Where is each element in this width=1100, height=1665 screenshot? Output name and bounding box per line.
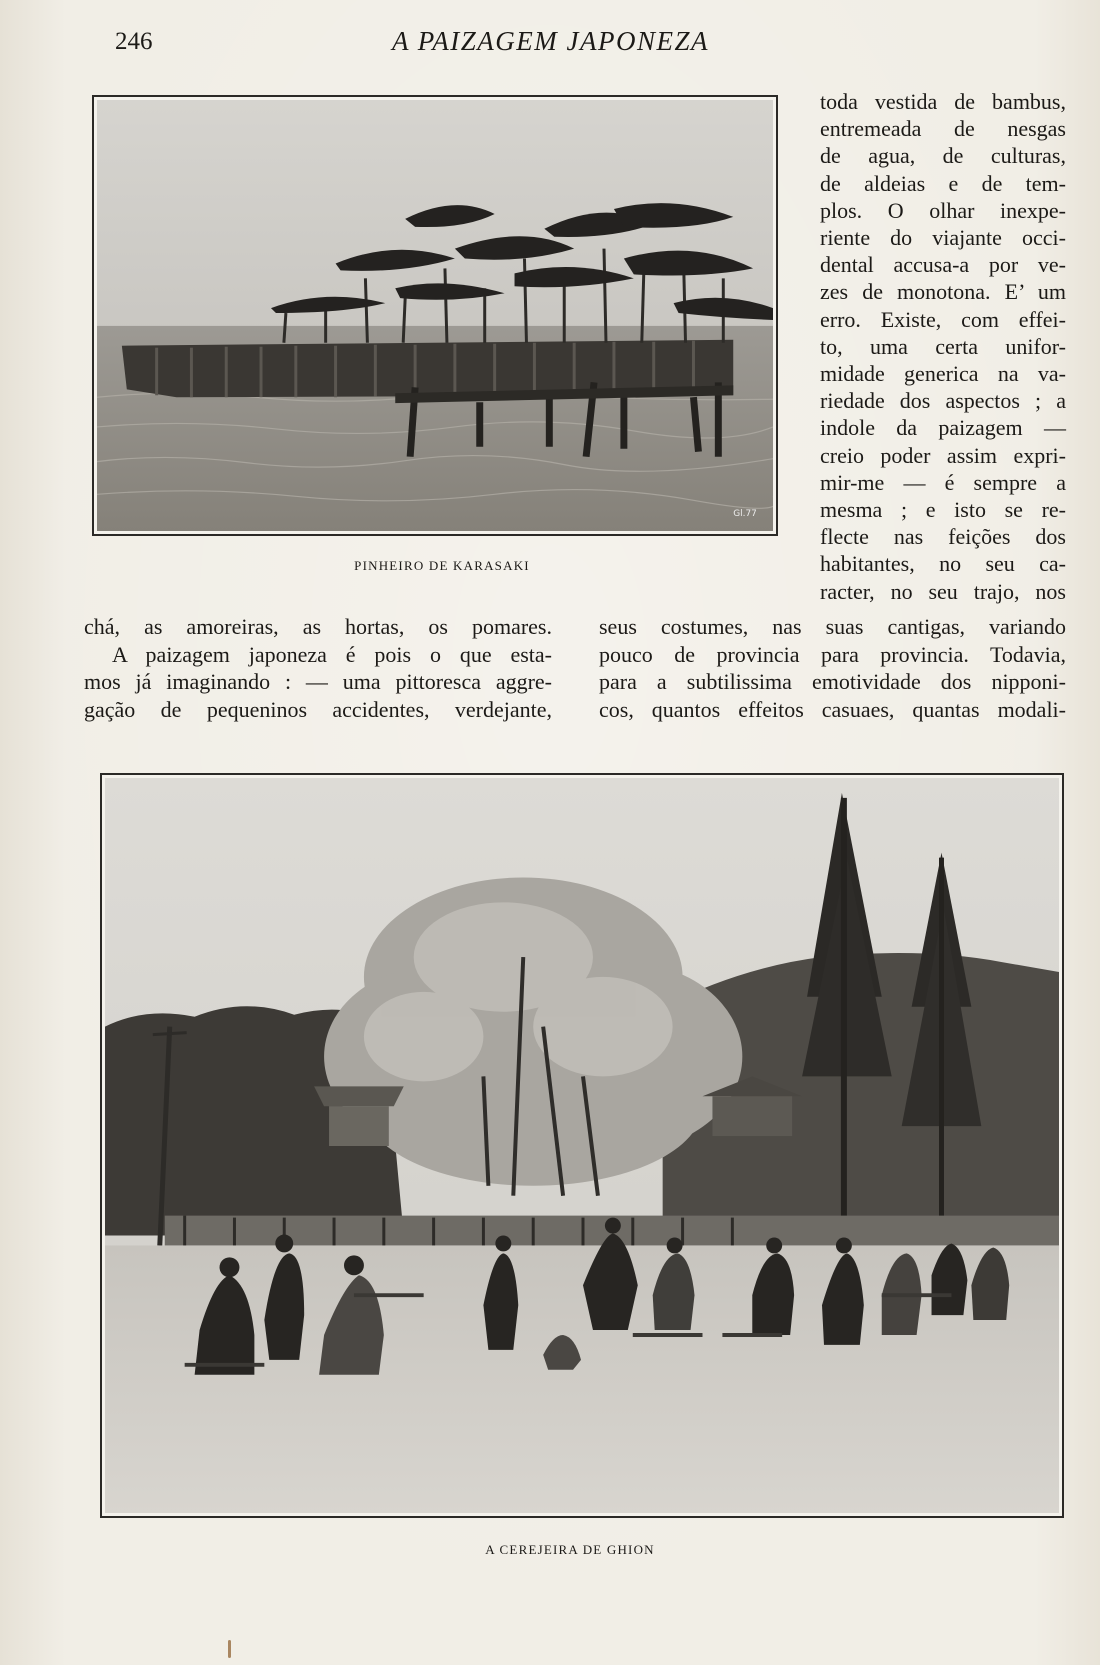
figure-caption-karasaki: PINHEIRO DE KARASAKI <box>354 558 530 573</box>
text-line: plos. O olhar inexpe- <box>820 197 1066 223</box>
text-line: cos, quantos effeitos casuaes, quantas modali- <box>599 696 1066 722</box>
text-line: chá, as amoreiras, as hortas, os pomares. <box>84 614 552 639</box>
text-line: mir-me — é sempre a <box>820 469 1066 495</box>
text-line: indole da paizagem — <box>820 415 1066 441</box>
text-line: zes de monotona. E’ um <box>820 279 1066 305</box>
photo-karasaki-pine <box>92 95 778 536</box>
text-line: flecte nas feições dos <box>820 524 1066 550</box>
text-line: gação de pequeninos accidentes, verdejante, <box>84 696 552 722</box>
figure-caption-ghion: A CEREJEIRA DE GHION <box>485 1542 655 1557</box>
page-number: 246 <box>115 28 153 55</box>
photo-ghion-cherry <box>100 773 1064 1518</box>
text-line: toda vestida de bambus, <box>820 89 1066 114</box>
text-line: midade generica na va- <box>820 361 1066 387</box>
text-line: de aldeias e de tem- <box>820 170 1066 196</box>
paper-stain <box>228 1640 231 1658</box>
text-line: erro. Existe, com effei- <box>820 306 1066 332</box>
left-column-text <box>84 613 552 723</box>
text-line: mesma ; e isto se re- <box>820 497 1066 523</box>
text-line: pouco de provincia para provincia. Todavia, <box>599 641 1066 667</box>
text-line: riente do viajante occi- <box>820 225 1066 251</box>
text-line: riedade dos aspectos ; a <box>820 388 1066 414</box>
text-line: de agua, de culturas, <box>820 143 1066 169</box>
ghion-cherry-illustration <box>105 778 1059 1513</box>
text-line: habitantes, no seu ca- <box>820 551 1066 577</box>
text-line: dental accusa-a por ve- <box>820 252 1066 278</box>
text-line: to, uma certa unifor- <box>820 333 1066 359</box>
text-line: entremeada de nesgas <box>820 116 1066 142</box>
karasaki-pine-illustration <box>97 100 773 531</box>
right-column-text <box>820 88 1066 605</box>
text-line: mos já imaginando : — uma pittoresca aggre- <box>84 669 552 694</box>
text-line: seus costumes, nas suas cantigas, variando <box>599 614 1066 639</box>
text-line: creio poder assim expri- <box>820 442 1066 468</box>
right-column-continuation <box>599 613 1066 723</box>
text-line: racter, no seu trajo, nos <box>820 578 1066 604</box>
text-line: para a subtilissima emotividade dos nipponi- <box>599 669 1066 694</box>
photo-watermark: Gl.77 <box>733 509 757 520</box>
running-title: A PAIZAGEM JAPONEZA <box>392 26 709 56</box>
text-line: A paizagem japoneza é pois o que esta- <box>112 641 552 667</box>
